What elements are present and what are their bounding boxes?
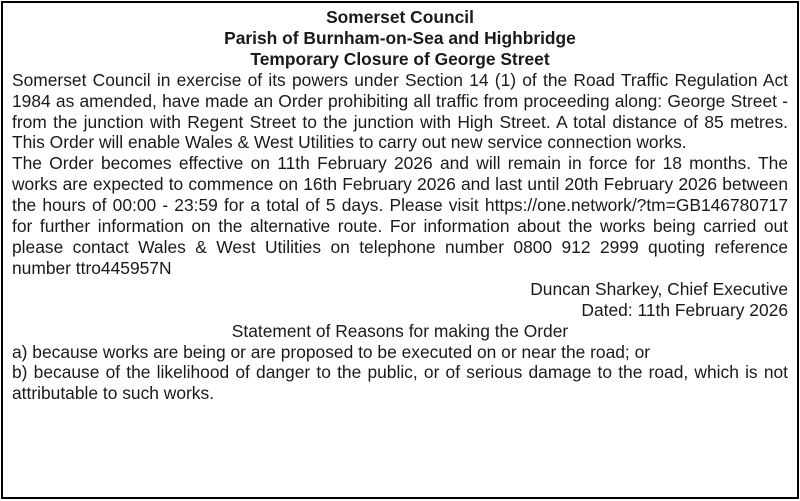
schedule-paragraph: The Order becomes effective on 11th February 2026 and will remain in force for 18 months. The works are expected to commence on 16th February 2026 and last until 20th February 2026 between the hours of 00:00 - 23:59 for a total of 5 days. Please visit https://one.network/?tm=GB146780717 for further information on the alternative route. For information about the works being carried out please contact Wales & West Utilities on telephone number 0800 912 2999 quoting reference number ttro445957N [12,153,788,278]
reason-a: a) because works are being or are proposed to be executed on or near the road; or [12,341,651,362]
order-paragraph: Somerset Council in exercise of its powers under Section 14 (1) of the Road Traffic Regulation Act 1984 as amended, have made an Order prohibiting all traffic from proceeding along: George Street - from the junction with Regent Street to the junction with High Street. A total distance of 85 metres. This Order will enable Wales & West Utilities to carry out new service connection works. [12,69,788,153]
date-line: Dated: 11th February 2026 [581,299,788,320]
notice-title: Temporary Closure of George Street [250,48,550,69]
signatory: Duncan Sharkey, Chief Executive [530,278,788,299]
reasons-heading: Statement of Reasons for making the Order [231,320,569,341]
council-name: Somerset Council [326,7,474,27]
public-notice [1,1,799,499]
parish-name: Parish of Burnham-on-Sea and Highbridge [224,27,576,48]
reason-b: b) because of the likelihood of danger to the public, or of serious damage to the road, which is not attributable to such works. [12,362,788,404]
